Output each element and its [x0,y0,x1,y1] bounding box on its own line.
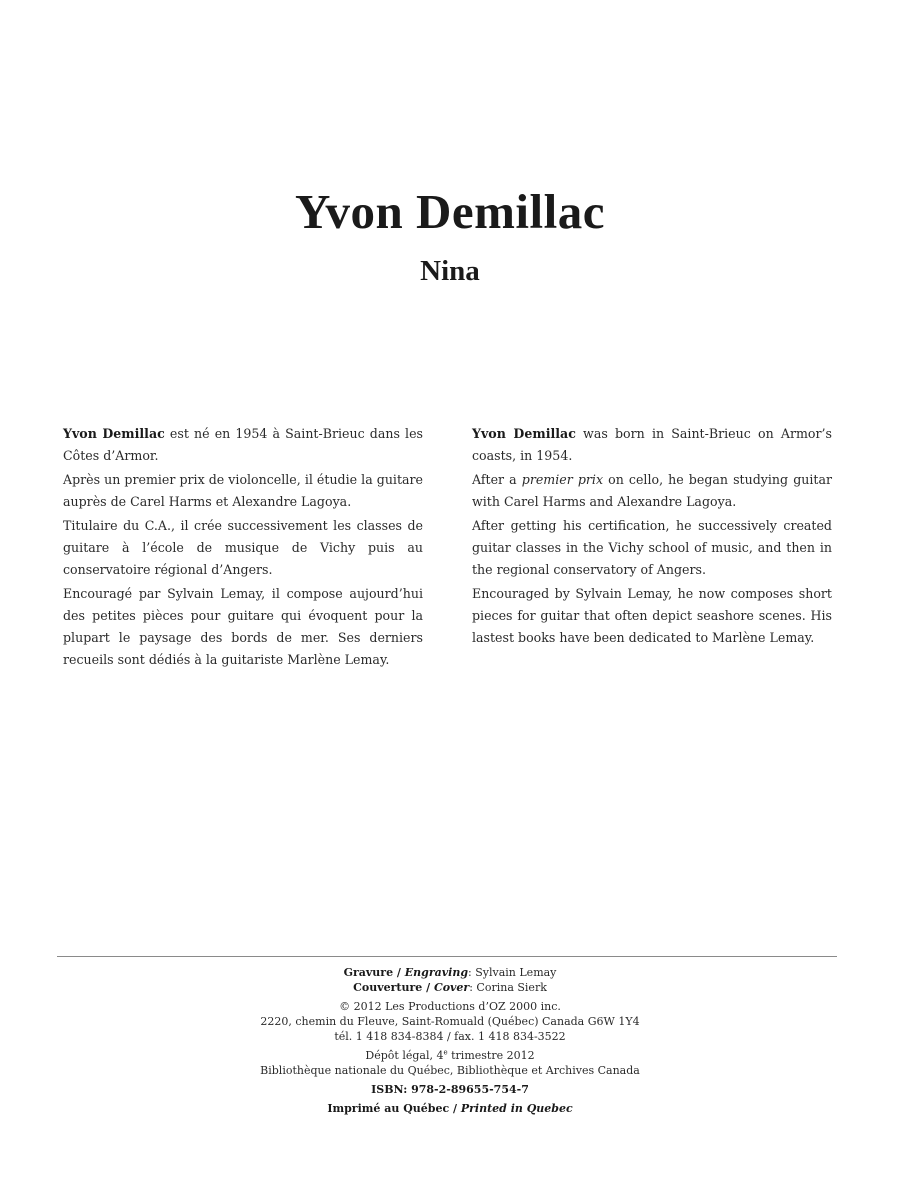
fr-paragraph-3: Titulaire du C.A., il crée successivement les classes de guitare à l’école de musique de Vichy puis au conservatoire régional d’Angers. [63,518,423,577]
phone-fax: tél. 1 418 834-8384 / fax. 1 418 834-3522 [334,1030,566,1043]
isbn-group [0,1082,900,1097]
english-biography [472,423,832,651]
publisher-info [0,999,900,1044]
en-composer-name: Yvon Demillac [472,426,576,441]
en-paragraph-2: After a premier prix on cello, he began studying guitar with Carel Harms and Alexandre Lagoya. [472,472,832,509]
fr-paragraph-4: Encouragé par Sylvain Lemay, il compose aujourd’hui des petites pièces pour guitare qui évoquent pour la plupart le paysage des bords de mer. Ses derniers recueils sont dédiés à la guitariste Marlène Lemay. [63,586,423,667]
copyright: © 2012 Les Productions d’OZ 2000 inc. [339,1000,561,1013]
legal-deposit [0,1048,900,1078]
colophon [0,965,900,1120]
address: 2220, chemin du Fleuve, Saint-Romuald (Québec) Canada G6W 1Y4 [260,1015,640,1028]
en-paragraph-1: Yvon Demillac was born in Saint-Brieuc on Armor’s coasts, in 1954. [472,426,832,463]
legal-deposit-line: Dépôt légal, 4e trimestre 2012 [365,1048,535,1062]
engraving-credit: Gravure / Engraving: Sylvain Lemay [343,966,557,979]
isbn: ISBN: 978-2-89655-754-7 [371,1083,529,1096]
libraries: Bibliothèque nationale du Québec, Bibliothèque et Archives Canada [260,1064,640,1077]
credits [0,965,900,995]
fr-composer-name: Yvon Demillac [63,426,165,441]
piece-title: Nina [420,255,480,287]
cover-credit: Couverture / Cover: Corina Sierk [353,981,547,994]
page-title: Yvon Demillac [295,184,605,239]
en-paragraph-4: Encouraged by Sylvain Lemay, he now composes short pieces for guitar that often depict seashore scenes. His lastest books have been dedicated to Marlène Lemay. [472,586,832,645]
en-paragraph-3: After getting his certification, he successively created guitar classes in the Vichy school of music, and then in the regional conservatory of Angers. [472,518,832,577]
fr-paragraph-2: Après un premier prix de violoncelle, il étudie la guitare auprès de Carel Harms et Alexandre Lagoya. [63,472,423,509]
fr-paragraph-1: Yvon Demillac est né en 1954 à Saint-Brieuc dans les Côtes d’Armor. [63,426,423,463]
french-biography [63,423,423,673]
footer-divider [57,956,837,957]
printed-in: Imprimé au Québec / Printed in Quebec [327,1102,573,1115]
